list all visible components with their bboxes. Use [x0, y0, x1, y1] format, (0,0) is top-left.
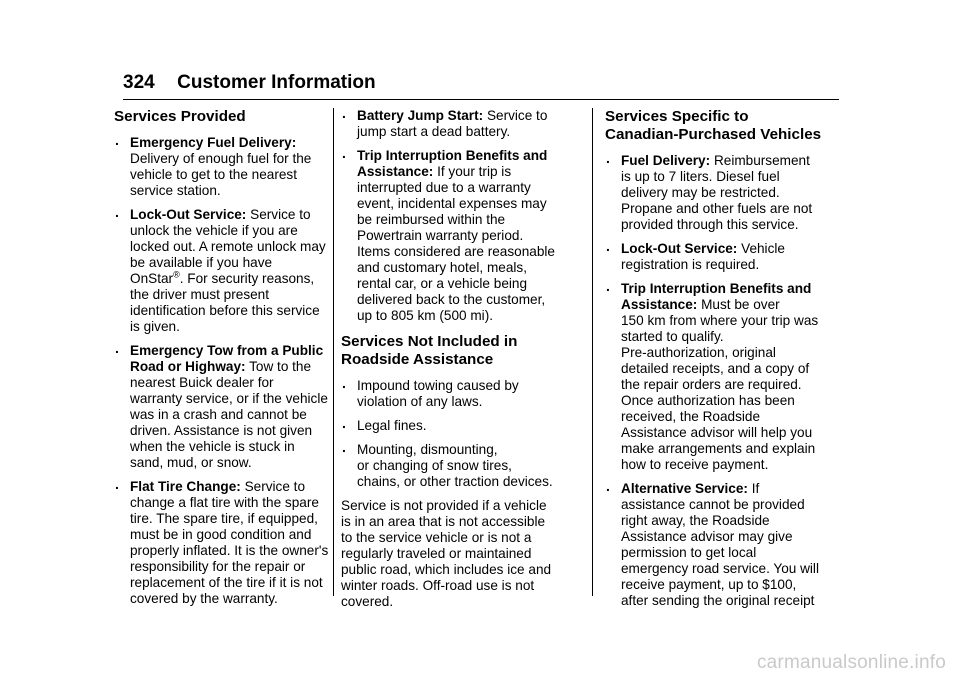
- list-item: . Lock-Out Service: Service to unlock the vehicle if you are locked out. A remote unlock may be available if you have OnStar®. For security reasons, the driver must present identification before this service is given.: [114, 207, 344, 335]
- list-item: . Alternative Service: If assistance cannot be provided right away, the Roadside Assistance advisor may give permission to get local emergency road service. You will receive payment, up to $100, after sending the original receipt: [605, 481, 835, 609]
- term: Trip Interruption Benefits and: [621, 281, 812, 296]
- list-item: . Trip Interruption Benefits and Assistance: Must be over 150 km from where your trip was started to qualify. Pre-authorization, original detailed receipts, and a copy of the repair orders are required. Once authorization has been received, the Roadside Assistance advisor will help you make arrangements and explain how to receive payment.: [605, 281, 835, 473]
- service-not-provided-paragraph: Service is not provided if a vehicle is in an area that is not accessible to the service vehicle or is not a regularly traveled or maintained public road, which includes ice and winter roads. Off-road use is not covered.: [341, 498, 552, 609]
- list-item: . Lock-Out Service: Vehicle registration is required.: [605, 241, 835, 273]
- page-number: 324: [123, 72, 155, 93]
- section-title: Customer Information: [177, 72, 376, 93]
- list-item: . Battery Jump Start: Service to jump start a dead battery.: [341, 108, 571, 140]
- term: Assistance:: [621, 297, 698, 312]
- list-item: . Impound towing caused by violation of any laws.: [341, 378, 571, 410]
- services-not-included-list: [341, 378, 571, 490]
- list-item: . Mounting, dismounting, or changing of snow tires, chains, or other traction devices.: [341, 442, 571, 490]
- term: Assistance:: [357, 164, 434, 179]
- list-item: . Trip Interruption Benefits and Assistance: If your trip is interrupted due to a warranty event, incidental expenses may be reimbursed within the Powertrain warranty period. Items considered are reasonable and customary hotel, meals, rental car, or a vehicle being delivered back to the customer, up to 805 km (500 mi).: [341, 148, 571, 324]
- list-item: . Emergency Tow from a Public Road or Highway: Tow to the nearest Buick dealer for warranty service, or if the vehicle was in a crash and cannot be driven. Assistance is not given when the vehicle is stuck in sand, mud, or snow.: [114, 343, 344, 471]
- term: Alternative Service:: [621, 481, 748, 496]
- term: Flat Tire Change:: [130, 479, 241, 494]
- canadian-services-list: [605, 153, 835, 609]
- services-provided-list: [114, 135, 344, 607]
- list-item: . Flat Tire Change: Service to change a flat tire with the spare tire. The spare tire, if equipped, must be in good condition and properly inflated. It is the owner's responsibility for the repair or replacement of the tire if it is not covered by the warranty.: [114, 479, 344, 607]
- watermark: carmanualsonline.info: [756, 652, 946, 673]
- list-item: . Fuel Delivery: Reimbursement is up to 7 liters. Diesel fuel delivery may be restricted. Propane and other fuels are not provided through this service.: [605, 153, 835, 233]
- term: Emergency Tow from a Public: [130, 343, 324, 358]
- term: Lock-Out Service:: [621, 241, 738, 256]
- heading-services-provided: Services Provided: [114, 108, 246, 125]
- registered-mark: ®: [173, 269, 180, 280]
- services-provided-list-continued: [341, 108, 571, 324]
- column-divider-2: [592, 108, 593, 596]
- heading-canadian-services: Services Specific to Canadian-Purchased Vehicles: [605, 108, 822, 143]
- column-3: [605, 108, 835, 617]
- term: Trip Interruption Benefits and: [357, 148, 548, 163]
- page-header: [123, 71, 839, 100]
- list-item: . Emergency Fuel Delivery: Delivery of enough fuel for the vehicle to get to the nearest service station.: [114, 135, 344, 199]
- term: Road or Highway:: [130, 359, 246, 374]
- term: Fuel Delivery:: [621, 153, 711, 168]
- column-2: [341, 108, 571, 618]
- term: Lock-Out Service:: [130, 207, 247, 222]
- list-item: . Legal fines.: [341, 418, 571, 434]
- term: Battery Jump Start:: [357, 108, 484, 123]
- heading-services-not-included: Services Not Included in Roadside Assistance: [341, 333, 518, 368]
- term: Emergency Fuel Delivery:: [130, 135, 297, 150]
- column-1: [114, 108, 344, 615]
